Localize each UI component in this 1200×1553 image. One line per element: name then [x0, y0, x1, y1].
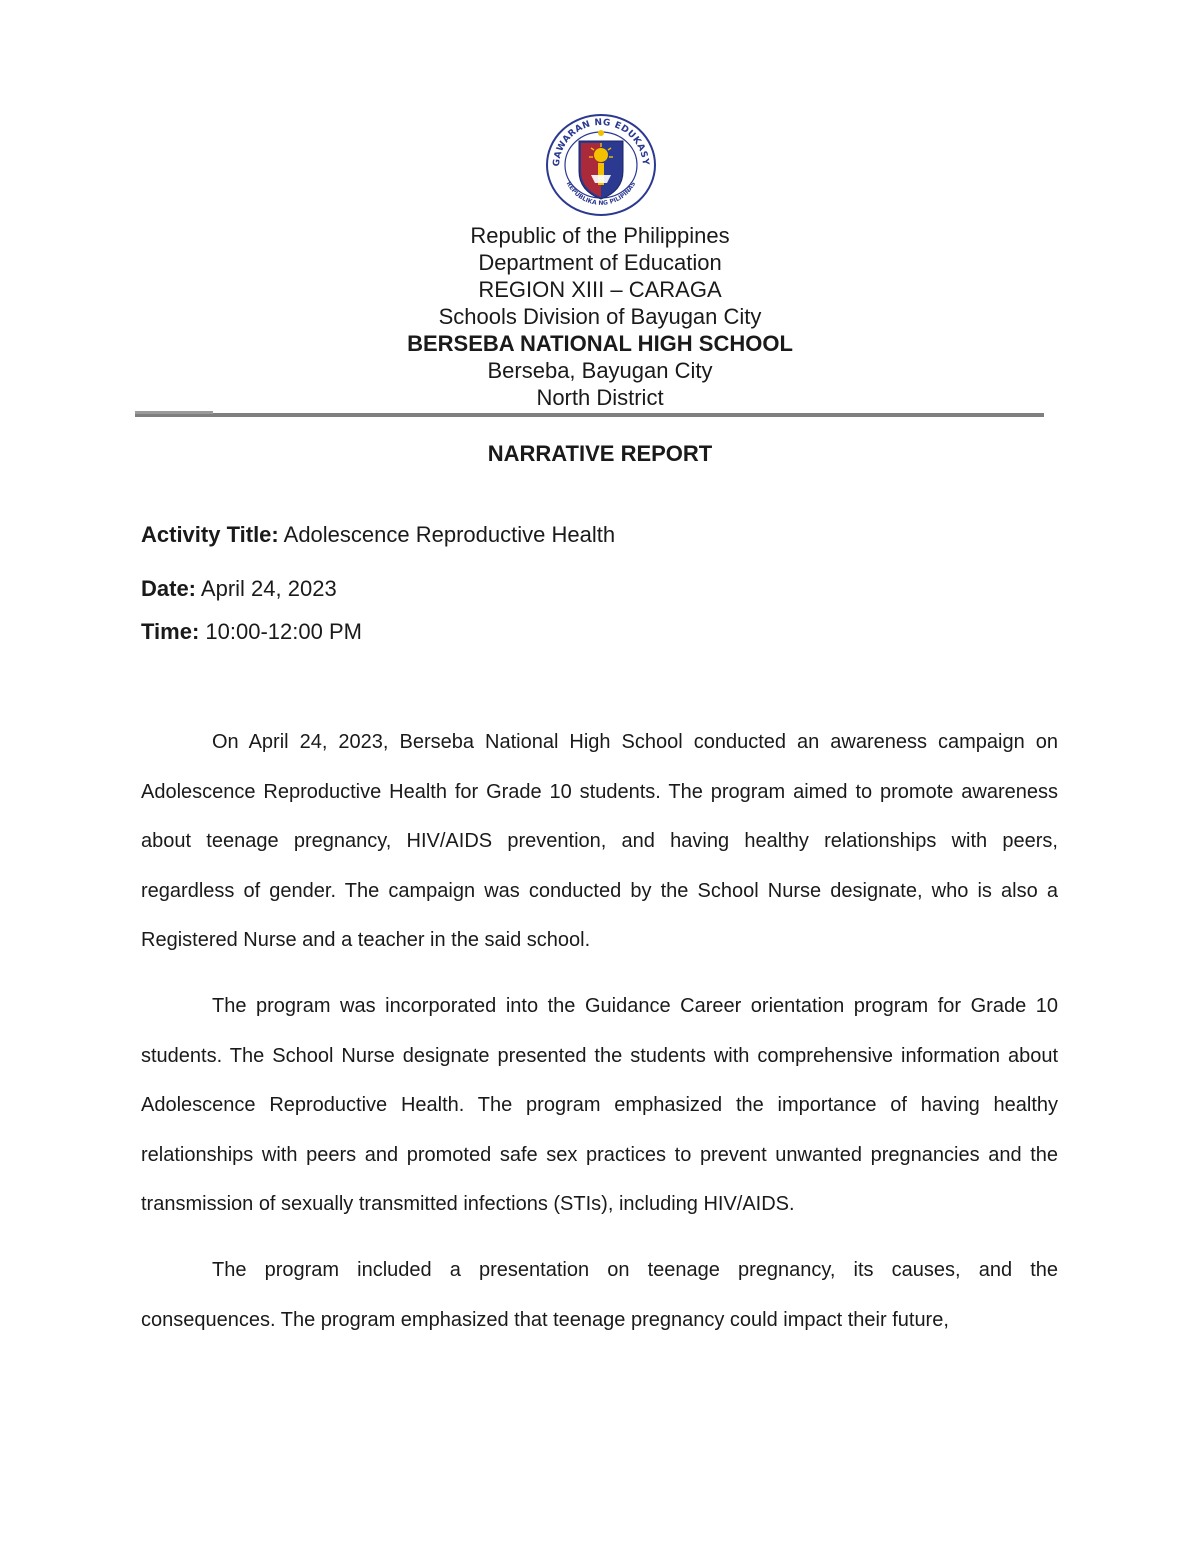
time-label: Time: — [141, 619, 200, 644]
deped-seal-logo — [545, 113, 657, 217]
letterhead — [0, 222, 1200, 411]
date-label: Date: — [141, 576, 197, 601]
seal-top-text: GAWARAN NG EDUKASY — [551, 117, 651, 167]
header-district: North District — [536, 385, 664, 410]
activity-title-label: Activity Title: — [141, 522, 279, 547]
paragraph-3: The program included a presentation on teenage pregnancy, its causes, and the consequences. The program emphasized that teenage pregnancy could impact their future, — [141, 1259, 1058, 1331]
date-line — [141, 576, 337, 602]
header-division: Schools Division of Bayugan City — [438, 304, 762, 329]
time-value: 10:00-12:00 PM — [199, 619, 362, 644]
header-republic: Republic of the Philippines — [470, 223, 730, 248]
time-line — [141, 619, 362, 645]
header-department: Department of Education — [478, 250, 722, 275]
report-title: NARRATIVE REPORT — [487, 441, 713, 466]
header-address: Berseba, Bayugan City — [487, 358, 713, 383]
activity-title-line — [141, 522, 615, 548]
header-school-name: BERSEBA NATIONAL HIGH SCHOOL — [407, 331, 793, 356]
header-region: REGION XIII – CARAGA — [478, 277, 722, 302]
header-divider — [135, 413, 1044, 417]
activity-title-value: Adolescence Reproductive Health — [278, 522, 616, 547]
date-value: April 24, 2023 — [196, 576, 337, 601]
paragraph-2: The program was incorporated into the Guidance Career orientation program for Grade 10 students. The School Nurse designate presented the students with comprehensive information about Adolescence Reproductive Health. The program emphasized the importance of having healthy relationships with peers and promoted safe sex practices to prevent unwanted pregnancies and the transmission of sexually transmitted infections (STIs), including HIV/AIDS. — [141, 995, 1058, 1215]
seal-bottom-text: REPUBLIKA NG PILIPINAS — [564, 180, 638, 207]
paragraph-1: On April 24, 2023, Berseba National High School conducted an awareness campaign on Adolescence Reproductive Health for Grade 10 students. The program aimed to promote awareness about teenage pregnancy, HIV/AIDS prevention, and having healthy relationships with peers, regardless of gender. The campaign was conducted by the School Nurse designate, who is also a Registered Nurse and a teacher in the said school. — [141, 731, 1058, 951]
header-divider-accent — [135, 411, 213, 414]
